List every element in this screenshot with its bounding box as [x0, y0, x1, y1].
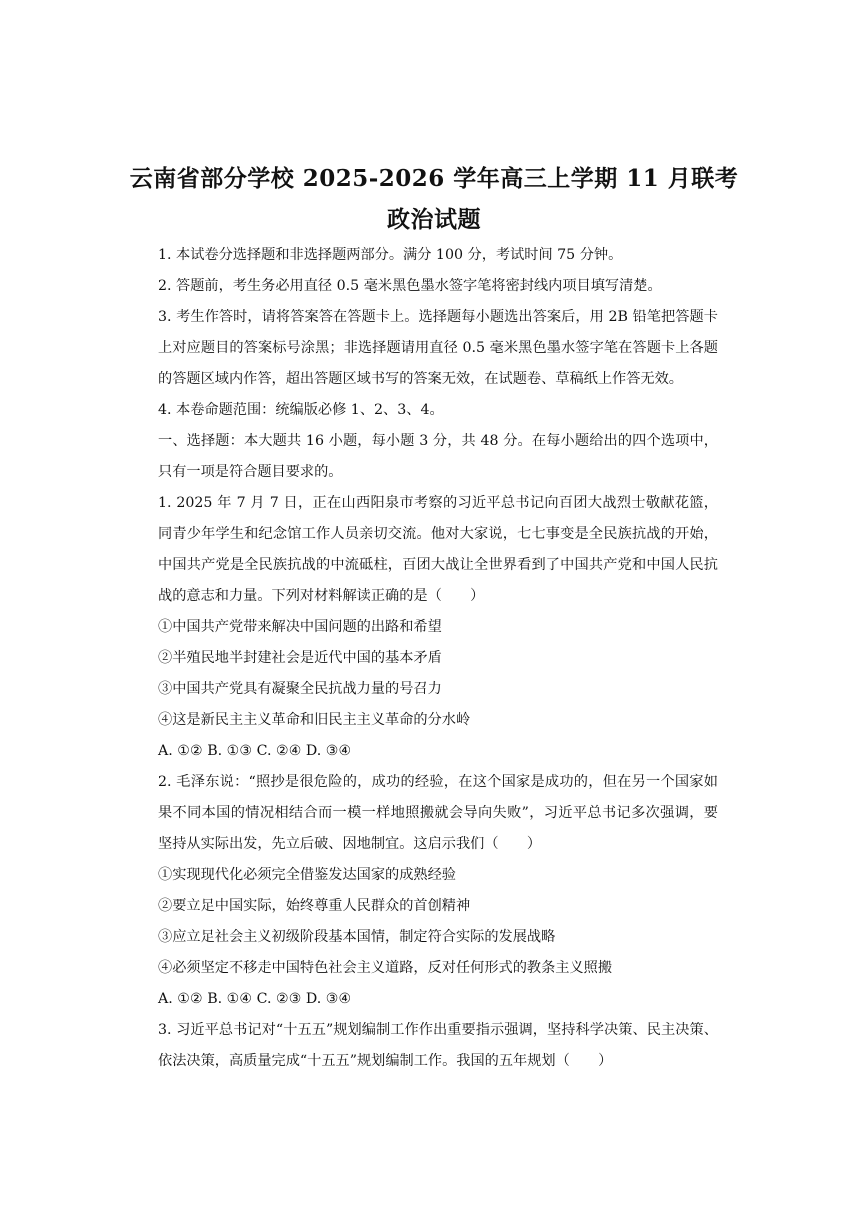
question-3-stem: 3. 习近平总书记对“十五五”规划编制工作作出重要指示强调，坚持科学决策、民主决策、依法决策，高质量完成“十五五”规划编制工作。我国的五年规划（ ）: [158, 1022, 718, 1069]
section-heading: 一、选择题：本大题共 16 小题，每小题 3 分，共 48 分。在每小题给出的四个选项中，只有一项是符合题目要求的。: [158, 433, 718, 480]
instruction-note-2: 2. 答题前，考生务必用直径 0.5 毫米黑色墨水签字笔将密封线内项目填写清楚。: [158, 278, 662, 294]
question-1-options: A. ①② B. ①③ C. ②④ D. ③④: [158, 743, 352, 759]
question-1-item-2: ②半殖民地半封建社会是近代中国的基本矛盾: [158, 650, 442, 666]
question-1-stem: 1. 2025 年 7 月 7 日，正在山西阳泉市考察的习近平总书记向百团大战烈士敬献花篮，同青少年学生和纪念馆工作人员亲切交流。他对大家说，七七事变是全民族抗战的开始，中国共产党是全民族抗战的中流砥柱，百团大战让全世界看到了中国共产党和中国人民抗战的意志和力量。下列对材料解读正确的是（ ）: [158, 495, 718, 604]
question-2-item-2: ②要立足中国实际，始终尊重人民群众的首创精神: [158, 898, 471, 914]
question-2-options: A. ①② B. ①④ C. ②③ D. ③④: [158, 991, 352, 1007]
exam-subtitle: 政治试题: [387, 206, 481, 233]
question-2-item-1: ①实现现代化必须完全借鉴发达国家的成熟经验: [158, 867, 456, 883]
question-1-item-1: ①中国共产党带来解决中国问题的出路和希望: [158, 619, 442, 635]
instruction-note-3: 3. 考生作答时，请将答案答在答题卡上。选择题每小题选出答案后，用 2B 铅笔把答题卡上对应题目的答案标号涂黑；非选择题请用直径 0.5 毫米黑色墨水签字笔在答题卡上各题的答题区域内作答，超出答题区域书写的答案无效，在试题卷、草稿纸上作答无效。: [158, 309, 718, 387]
exam-content: [158, 240, 718, 1077]
instruction-note-1: 1. 本试卷分选择题和非选择题两部分。满分 100 分，考试时间 75 分钟。: [158, 247, 623, 263]
question-2-stem: 2. 毛泽东说：“照抄是很危险的，成功的经验，在这个国家是成功的，但在另一个国家如果不同本国的情况相结合而一模一样地照搬就会导向失败”，习近平总书记多次强调，要坚持从实际出发，先立后破、因地制宜。这启示我们（ ）: [158, 774, 718, 852]
exam-title: 云南省部分学校 2025-2026 学年高三上学期 11 月联考: [129, 165, 739, 192]
instruction-note-4: 4. 本卷命题范围：统编版必修 1、2、3、4。: [158, 402, 444, 418]
question-2-item-4: ④必须坚定不移走中国特色社会主义道路，反对任何形式的教条主义照搬: [158, 960, 613, 976]
question-2-item-3: ③应立足社会主义初级阶段基本国情，制定符合实际的发展战略: [158, 929, 556, 945]
question-1-item-4: ④这是新民主主义革命和旧民主主义革命的分水岭: [158, 712, 471, 728]
question-1-item-3: ③中国共产党具有凝聚全民抗战力量的号召力: [158, 681, 442, 697]
